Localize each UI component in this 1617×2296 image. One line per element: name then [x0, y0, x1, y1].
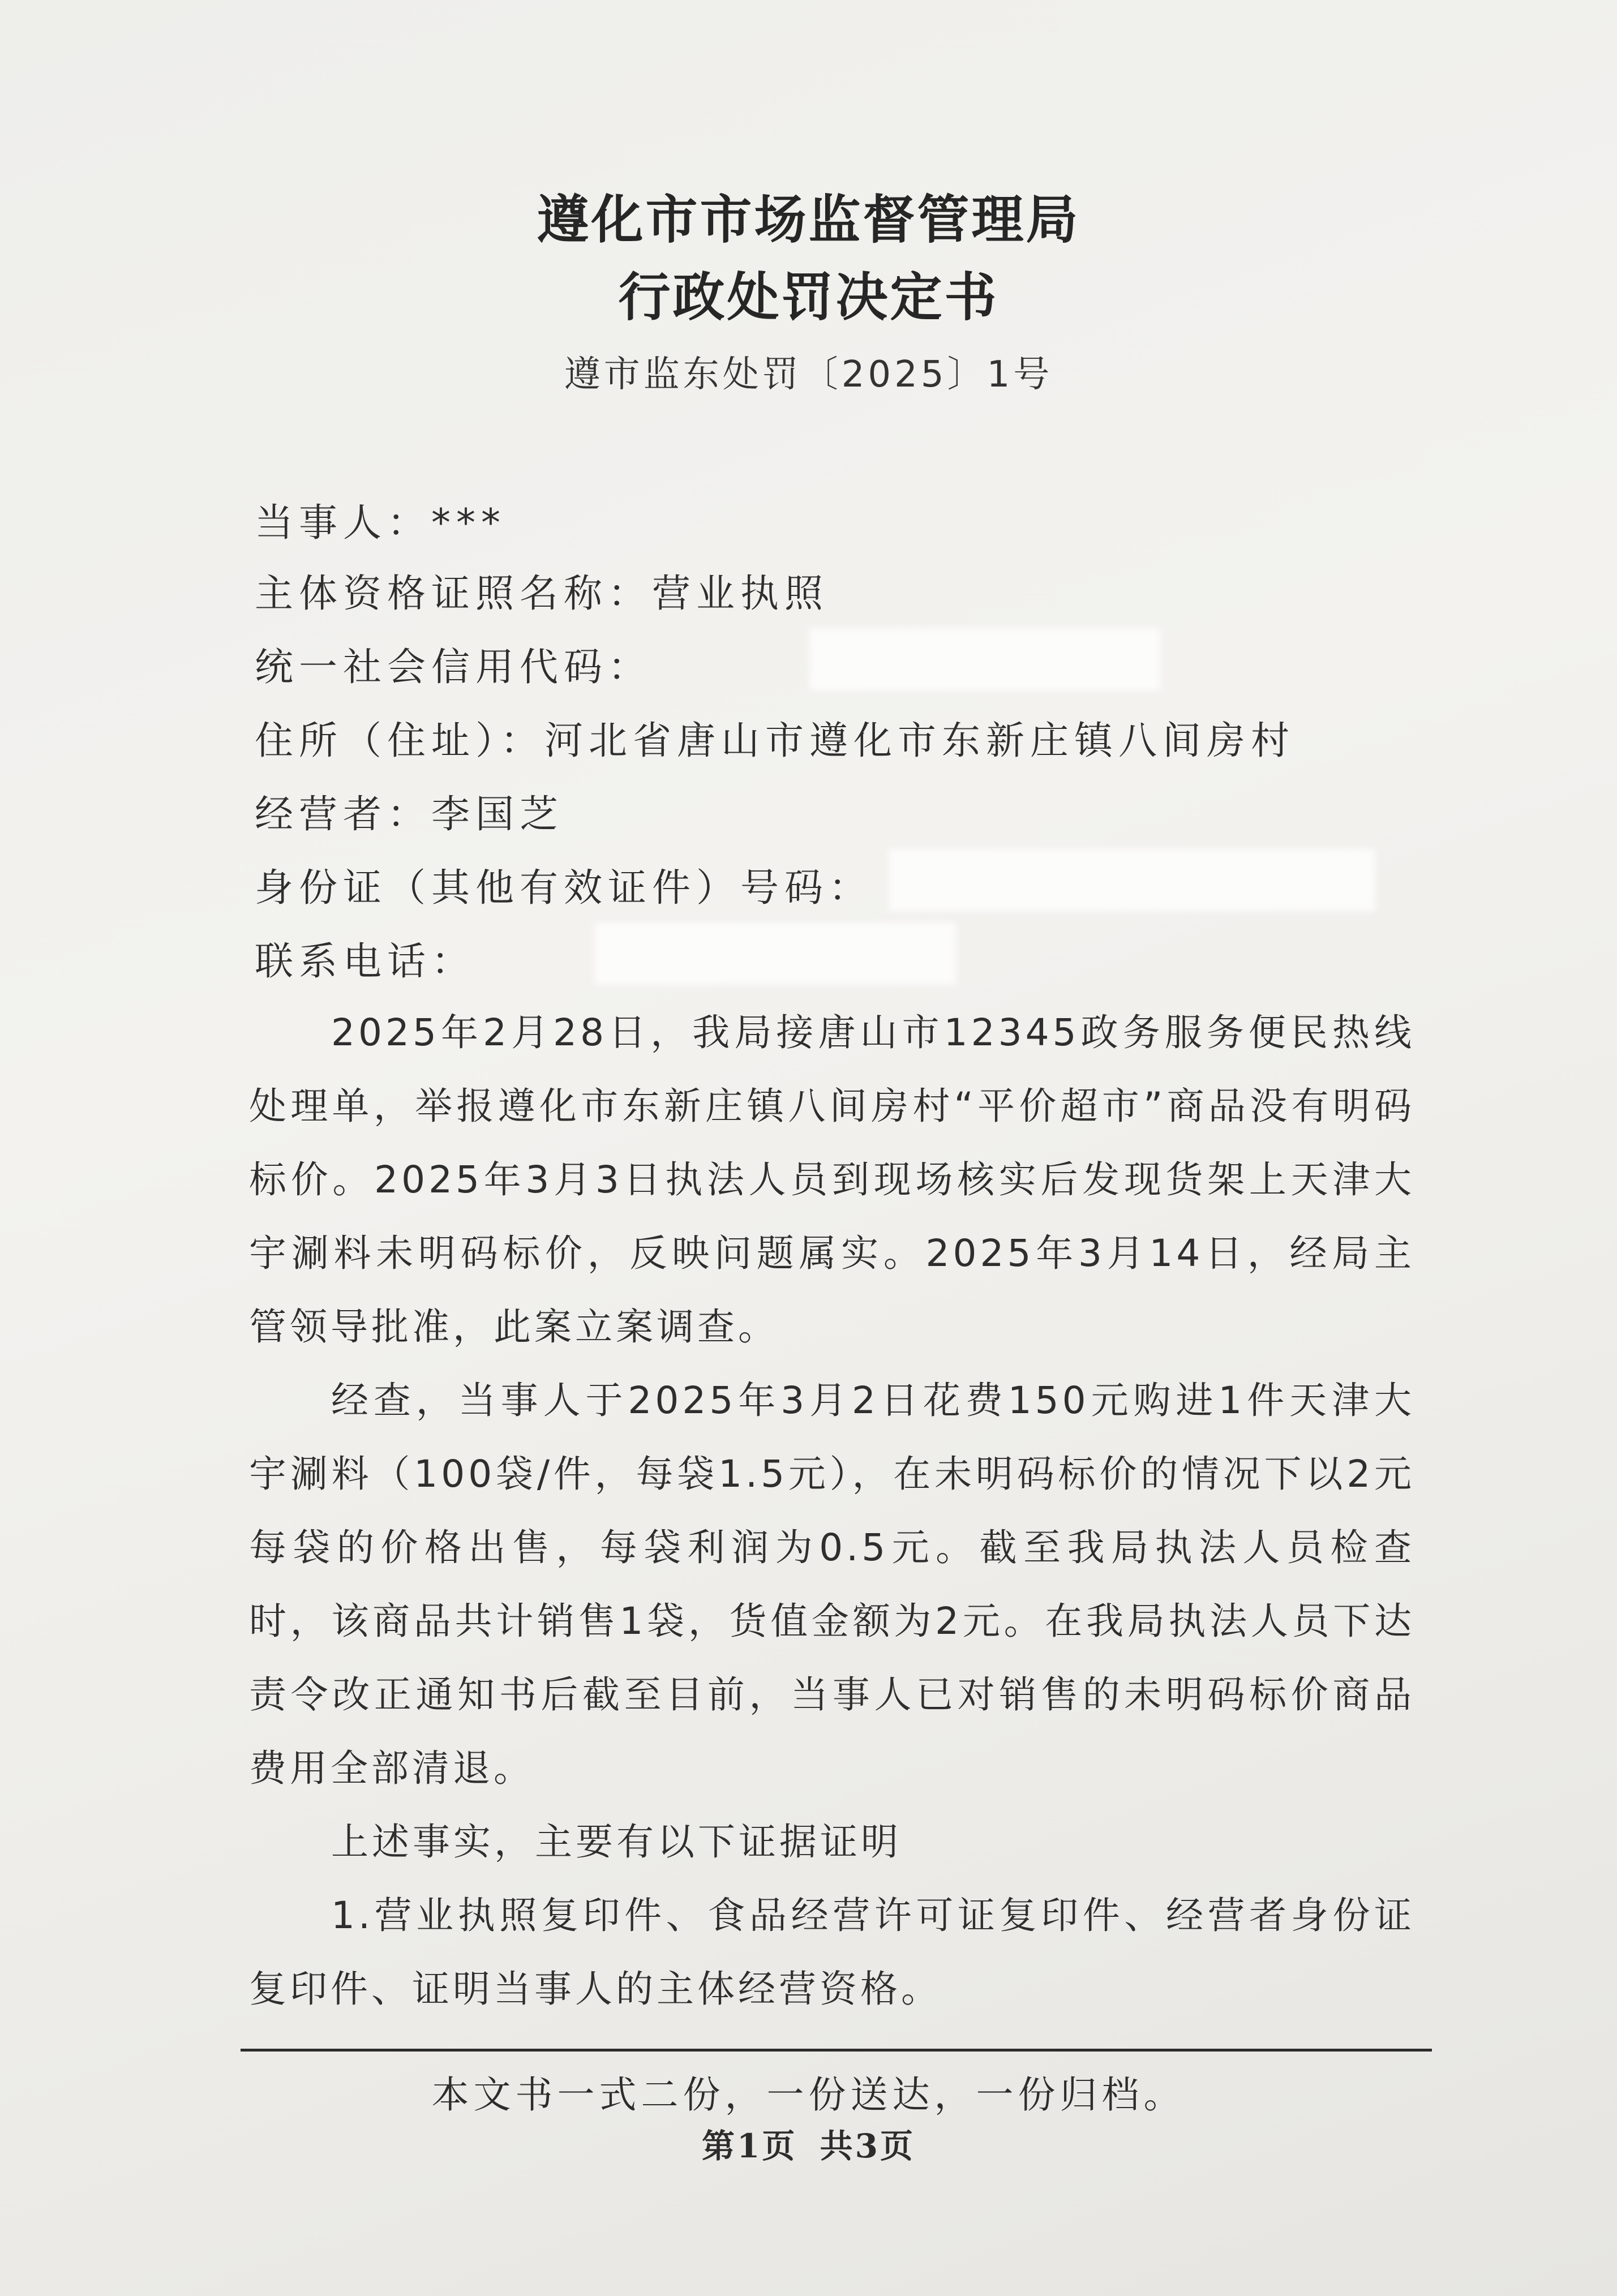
party-name-line: 当事人：*** — [255, 501, 507, 546]
evidence-intro: 上述事实，主要有以下证据证明 — [331, 1820, 902, 1864]
credit-code-line: 统一社会信用代码： — [255, 645, 653, 690]
document-number: 遵市监东处罚〔2025〕1号 — [564, 354, 1053, 396]
facts-paragraph-investigation: 经查，当事人于2025年3月2日花费150元购进1件天津大宇涮料（100袋/件，每袋1.5元），在未明码标价的情况下以2元每袋的价格出售，每袋利润为0.5元。截至我局执法人员检查时，该商品共计销售1袋，货值金额为2元。在我局执法人员下达责令改正通知书后截至目前，当事人已对销售的未明码标价商品费用全部清退。 — [249, 1379, 1415, 1790]
license-name-line: 主体资格证照名称：营业执照 — [255, 572, 829, 616]
page-current: 第1页 — [702, 2127, 797, 2165]
facts-paragraph-complaint: 2025年2月28日，我局接唐山市12345政务服务便民热线处理单，举报遵化市东新庄镇八间房村“平价超市”商品没有明码标价。2025年3月3日执法人员到现场核实后发现货架上天津大宇涮料未明码标价，反映问题属实。2025年3月14日，经局主管领导批准，此案立案调查。 — [249, 1011, 1415, 1349]
document-title-agency: 遵化市市场监督管理局 — [537, 189, 1080, 250]
document-title-type: 行政处罚决定书 — [618, 267, 999, 328]
redaction-id-number — [889, 849, 1375, 911]
page-indicator — [0, 2119, 1617, 2167]
evidence-item-1: 1.营业执照复印件、食品经营许可证复印件、经营者身份证复印件、证明当事人的主体经营资格。 — [249, 1894, 1415, 2011]
phone-line: 联系电话： — [255, 939, 476, 984]
footer-divider — [241, 2049, 1432, 2052]
redaction-phone — [594, 922, 957, 985]
page-total: 共3页 — [820, 2127, 915, 2165]
id-number-line: 身份证（其他有效证件）号码： — [255, 866, 873, 911]
redaction-credit-code — [809, 628, 1160, 690]
copies-note: 本文书一式二份，一份送达，一份归档。 — [431, 2073, 1186, 2117]
operator-line: 经营者：李国芝 — [255, 792, 564, 837]
address-line: 住所（住址）：河北省唐山市遵化市东新庄镇八间房村 — [255, 719, 1296, 763]
